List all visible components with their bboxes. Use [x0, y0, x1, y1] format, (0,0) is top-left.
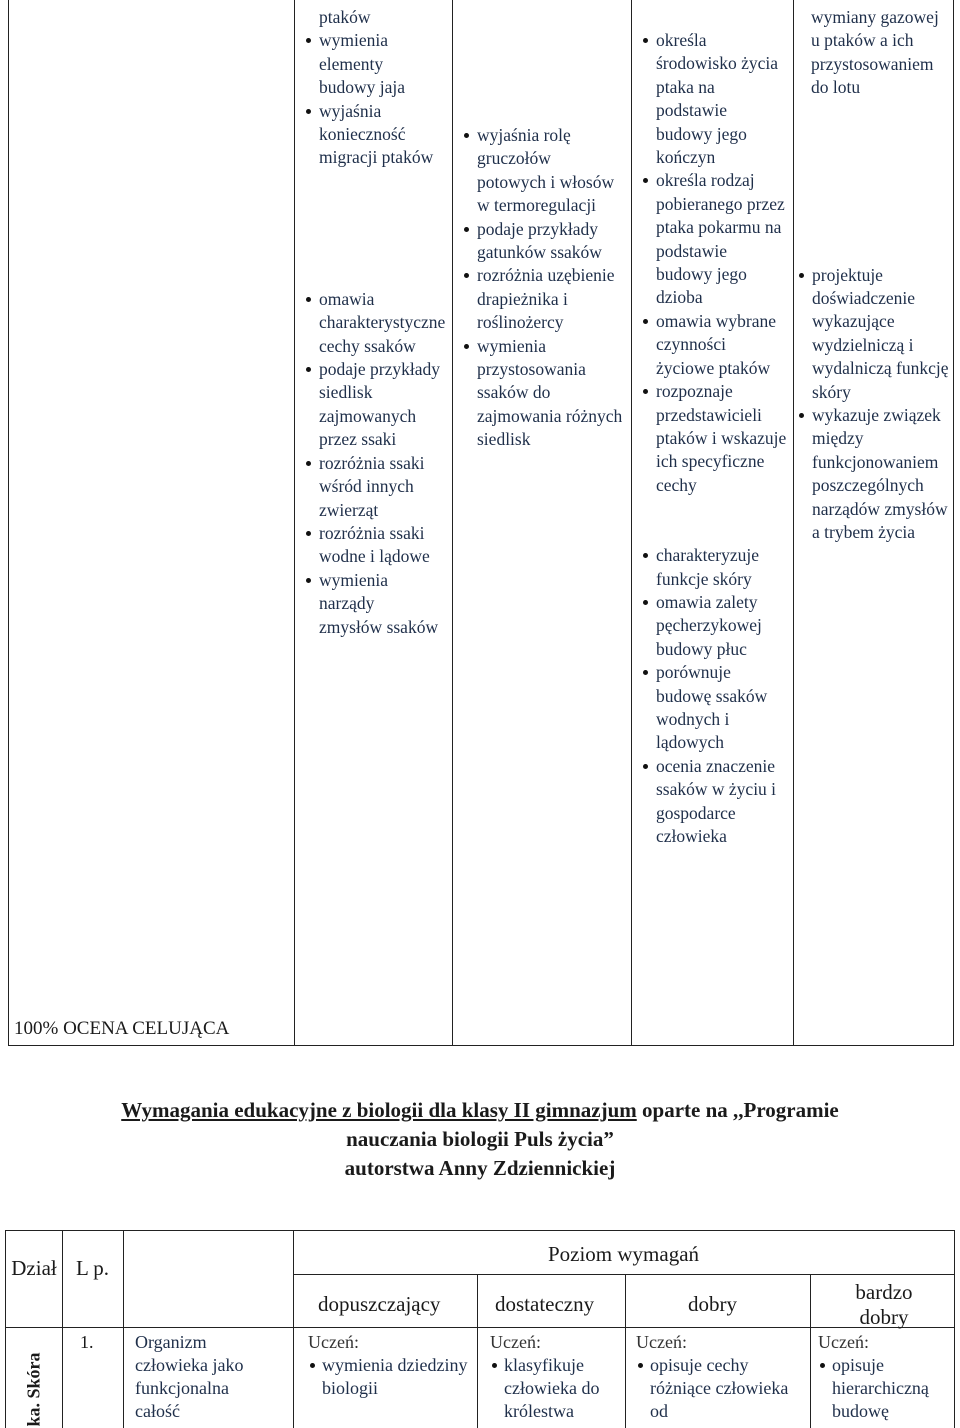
uczen-label: Uczeń: [636, 1332, 687, 1352]
header-dostateczny: dostateczny [495, 1292, 595, 1316]
table-divider-2 [452, 0, 453, 1046]
list-item: wymienia dziedziny biologii [308, 1354, 473, 1400]
header-dobry: dobry [688, 1292, 737, 1316]
column-celujacy [797, 6, 949, 545]
row-topic: Organizm człowieka jako funkcjonalna całość [135, 1332, 244, 1421]
column-dostateczny [304, 6, 446, 639]
header-lp: L p. [75, 1256, 110, 1280]
heading-rest: oparte na ,,Programie [636, 1098, 839, 1122]
list-item: klasyfikuje człowieka do królestwa [490, 1354, 620, 1423]
list-item: rozróżnia ssaki wśród innych zwierząt [304, 452, 440, 522]
header-dzial: Dział [11, 1256, 57, 1280]
cell-text: wymiany gazowej u ptaków a ich przystosowaniem do lotu [811, 7, 939, 98]
list-item: omawia zalety pęcherzykowej budowy płuc [641, 591, 787, 661]
uczen-label: Uczeń: [308, 1332, 359, 1352]
list-item: wymienia elementy budowy jaja [304, 29, 440, 99]
table2-border-left [5, 1230, 6, 1428]
list-item: wyjaśnia rolę gruczołów potowych i włosów w termoregulacji [462, 124, 624, 218]
list-item: podaje przykłady siedlisk zajmowanych przez ssaki [304, 358, 440, 452]
table-border-right [953, 0, 954, 1046]
header-dopuszczajacy: dopuszczający [318, 1292, 441, 1316]
table2-header-divider [293, 1274, 955, 1275]
table2-divider-5 [625, 1274, 626, 1428]
list-item: rozróżnia ssaki wodne i lądowe [304, 522, 440, 569]
list-item: rozpoznaje przedstawicieli ptaków i wskazuje ich specyficzne cechy [641, 380, 787, 497]
table2-header-bottom [5, 1327, 955, 1328]
side-label-text: ka. Skóra [23, 1352, 44, 1427]
list-item: projektuje doświadczenie wykazujące wydzielniczą i wydalniczą funkcję skóry [797, 264, 949, 404]
table2-divider-4 [477, 1274, 478, 1428]
table2-border-top [5, 1230, 955, 1231]
table2-divider-1 [62, 1230, 63, 1428]
list-item: ocenia znaczenie ssaków w życiu i gospodarce człowieka [641, 755, 787, 849]
cell-dobry [636, 1331, 806, 1423]
table-divider-4 [793, 0, 794, 1046]
table2-divider-2 [123, 1230, 124, 1428]
uczen-label: Uczeń: [818, 1332, 869, 1352]
list-item: omawia charakterystyczne cechy ssaków [304, 288, 440, 358]
column-bardzo-dobry [641, 29, 787, 848]
heading-underlined: Wymagania edukacyjne z biologii dla klasy II gimnazjum [121, 1098, 637, 1122]
column-dobry [462, 124, 624, 452]
list-item: rozróżnia uzębienie drapieżnika i roślinożercy [462, 264, 624, 334]
table-divider-1 [294, 0, 295, 1046]
heading-line-2: nauczania biologii Puls życia” [346, 1127, 614, 1151]
table-border-left [8, 0, 9, 1046]
table-border-bottom [8, 1045, 954, 1046]
cell-dopuszczajacy [308, 1331, 473, 1400]
list-item: określa rodzaj pobieranego przez ptaka pokarmu na podstawie budowy jego dzioba [641, 169, 787, 309]
list-item: charakteryzuje funkcje skóry [641, 544, 787, 591]
cell-dostateczny [490, 1331, 620, 1423]
list-item: wymienia narządy zmysłów ssaków [304, 569, 440, 639]
table2-divider-6 [810, 1274, 811, 1428]
row-number: 1. [80, 1332, 94, 1352]
section-side-label [8, 1334, 62, 1428]
document-heading [0, 1096, 960, 1124]
list-item: opisuje cechy różniące człowieka od [636, 1354, 806, 1423]
table2-border-right [954, 1230, 955, 1428]
list-item: podaje przykłady gatunków ssaków [462, 218, 624, 265]
grade-label: 100% OCENA CELUJĄCA [14, 1018, 230, 1039]
cell-text: ptaków [319, 7, 371, 27]
list-item: określa środowisko życia ptaka na podstawie budowy jego kończyn [641, 29, 787, 169]
heading-line-3: autorstwa Anny Zdziennickiej [344, 1156, 616, 1180]
table-divider-3 [631, 0, 632, 1046]
header-bardzo-dobry: bardzo dobry [855, 1280, 913, 1329]
uczen-label: Uczeń: [490, 1332, 541, 1352]
list-item: wykazuje związek między funkcjonowaniem poszczególnych narządów zmysłów a trybem życia [797, 404, 949, 544]
list-item: wymienia przystosowania ssaków do zajmowania różnych siedlisk [462, 335, 624, 452]
list-item: wyjaśnia konieczność migracji ptaków [304, 100, 440, 170]
list-item: opisuje hierarchiczną budowę [818, 1354, 952, 1423]
cell-bardzo-dobry [818, 1331, 952, 1423]
header-poziom-wymagan: Poziom wymagań [547, 1242, 700, 1266]
list-item: porównuje budowę ssaków wodnych i lądowych [641, 661, 787, 755]
list-item: omawia wybrane czynności życiowe ptaków [641, 310, 787, 380]
